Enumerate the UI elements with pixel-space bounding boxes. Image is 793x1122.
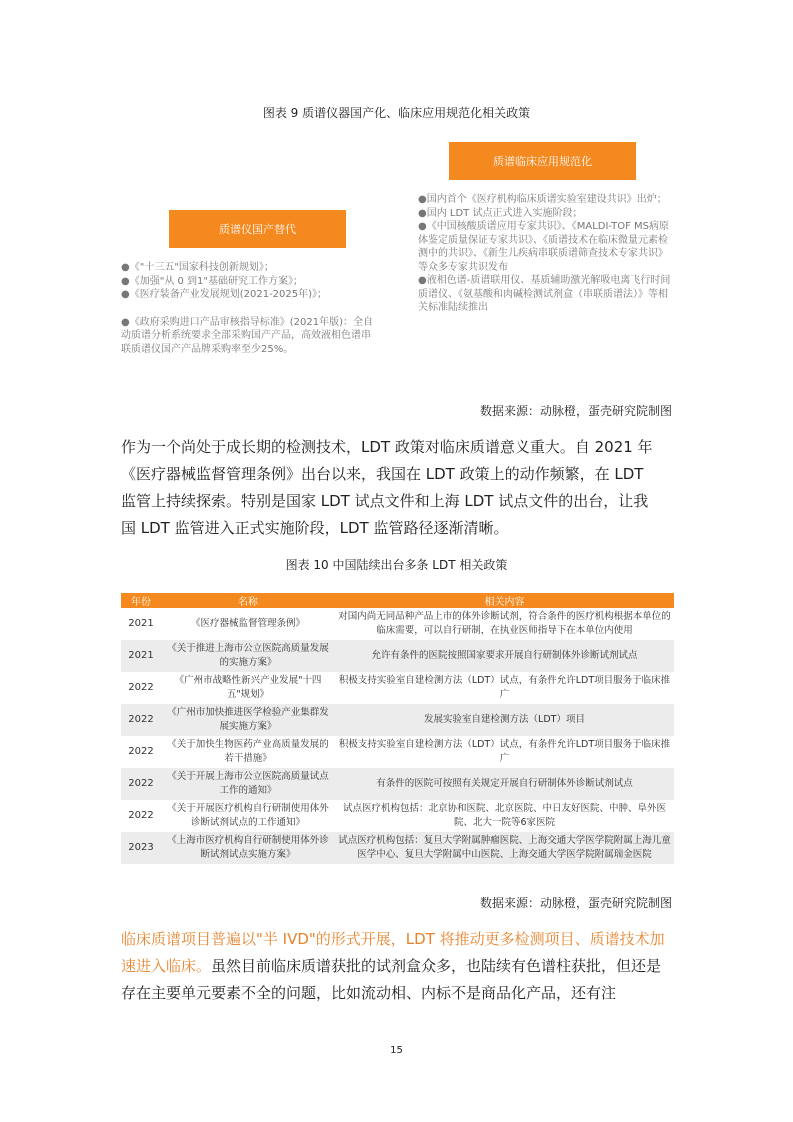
table-row [121,704,674,736]
cell-content: 试点医疗机构包括：北京协和医院、北京医院、中日友好医院、中肿、阜外医院、北大一院等6家医院 [335,800,674,832]
header-year: 年份 [121,593,161,608]
body-paragraph-2 [121,926,674,1007]
cell-year: 2021 [121,608,161,640]
cell-year: 2022 [121,672,161,704]
para-line: 作为一个尚处于成长期的检测技术，LDT 政策对临床质谱意义重大。自 2021 年 [121,438,653,456]
right-policy-item: ●国内 LDT 试点正式进入实施阶段； [418,207,583,219]
table-row [121,672,674,704]
cell-name: 《关于推进上海市公立医院高质量发展的实施方案》 [161,640,335,672]
header-content: 相关内容 [335,593,674,608]
left-category-box: 质谱仪国产替代 [169,210,346,248]
right-policy-list [418,193,674,315]
header-name: 名称 [161,593,335,608]
left-policy-list [121,261,379,356]
cell-content: 积极支持实验室自建检测方法（LDT）试点，有条件允许LDT项目服务于临床推广 [335,672,674,704]
table-row [121,736,674,768]
para-rest-text: 虽然目前临床质谱获批的试剂盒众多，也陆续有色谱柱获批，但还是存在主要单元要素不全的问题，比如流动相、内标不是商品化产品，还有注 [121,957,662,1002]
cell-content: 发展实验室自建检测方法（LDT）项目 [335,704,674,736]
body-paragraph-1 [121,434,674,542]
cell-year: 2022 [121,704,161,736]
left-policy-item: ●《医疗装备产业发展规划(2021-2025年)》； [121,289,328,300]
left-policy-item: ●《政府采购进口产品审核指导标准》(2021年版)：全自动质谱分析系统要求全部采购国产产品，高效液相色谱串联质谱仪国产产品牌采购率至少25%。 [121,316,373,355]
cell-content: 有条件的医院可按照有关规定开展自行研制体外诊断试剂试点 [335,768,674,800]
cell-year: 2022 [121,800,161,832]
cell-name: 《广州市战略性新兴产业发展"十四五"规划》 [161,672,335,704]
figure9-caption: 图表 9 质谱仪器国产化、临床应用规范化相关政策 [262,106,531,120]
table10-source: 数据来源：动脉橙，蛋壳研究院制图 [479,896,672,910]
cell-name: 《广州市加快推进医学检验产业集群发展实施方案》 [161,704,335,736]
table10-caption: 图表 10 中国陆续出台多条 LDT 相关政策 [285,558,508,572]
table-row [121,832,674,864]
cell-year: 2022 [121,768,161,800]
cell-content: 积极支持实验室自建检测方法（LDT）试点，有条件允许LDT项目服务于临床推广 [335,736,674,768]
highlight-text: 临床质谱项目普遍以"半 IVD"的形式开展，LDT 将推动更多检测项目、质谱技术加速进入临床。 [121,930,665,975]
right-policy-item: ●国内首个《医疗机构临床质谱实验室建设共识》出炉； [418,194,667,205]
figure9-source: 数据来源：动脉橙，蛋壳研究院制图 [479,404,672,418]
left-policy-item: ●《"十三五"国家科技创新规划》； [121,262,274,273]
para-line: 《医疗器械监督管理条例》出台以来，我国在 LDT 政策上的动作频繁，在 LDT [121,465,644,483]
cell-year: 2023 [121,832,161,864]
table-row [121,608,674,640]
ldt-policy-table [121,593,674,864]
cell-name: 《关于开展上海市公立医院高质量试点工作的通知》 [161,768,335,800]
right-policy-item: ●液相色谱-质谱联用仪、基质辅助激光解吸电离飞行时间质谱仪、《氨基酸和肉碱检测试剂盒（串联质谱法）》等相关标准陆续推出 [418,275,671,313]
cell-year: 2021 [121,640,161,672]
cell-content: 对国内尚无同品种产品上市的体外诊断试剂，符合条件的医疗机构根据本单位的临床需要，可以自行研制，在执业医师指导下在本单位内使用 [335,608,674,640]
table-row [121,768,674,800]
cell-year: 2022 [121,736,161,768]
right-category-box: 质谱临床应用规范化 [449,142,636,180]
table-row [121,640,674,672]
para-line: 监管上持续探索。特别是国家 LDT 试点文件和上海 LDT 试点文件的出台，让我 [121,492,649,510]
cell-name: 《上海市医疗机构自行研制使用体外诊断试剂试点实施方案》 [161,832,335,864]
table-header-row [121,593,674,608]
cell-name: 《医疗器械监督管理条例》 [161,608,335,640]
right-policy-item: ●《中国核酸质谱应用专家共识》、《MALDI-TOF MS病原体鉴定质量保证专家共识》、《质谱技术在临床微量元素检测中的共识》、《新生儿疾病串联质谱筛查技术专家共识》等众多专家共识发布 [418,221,669,273]
para-line: 国 LDT 监管进入正式实施阶段，LDT 监管路径逐渐清晰。 [121,519,509,537]
page-number: 15 [390,1045,403,1056]
cell-name: 《关于开展医疗机构自行研制使用体外诊断试剂试点的工作通知》 [161,800,335,832]
left-policy-item: ●《加强"从 0 到1"基础研究工作方案》； [121,275,304,287]
table-row [121,800,674,832]
cell-name: 《关于加快生物医药产业高质量发展的若干措施》 [161,736,335,768]
cell-content: 允许有条件的医院按照国家要求开展自行研制体外诊断试剂试点 [335,640,674,672]
cell-content: 试点医疗机构包括：复旦大学附属肿瘤医院、上海交通大学医学院附属上海儿童医学中心、复旦大学附属中山医院、上海交通大学医学院附属瑞金医院 [335,832,674,864]
